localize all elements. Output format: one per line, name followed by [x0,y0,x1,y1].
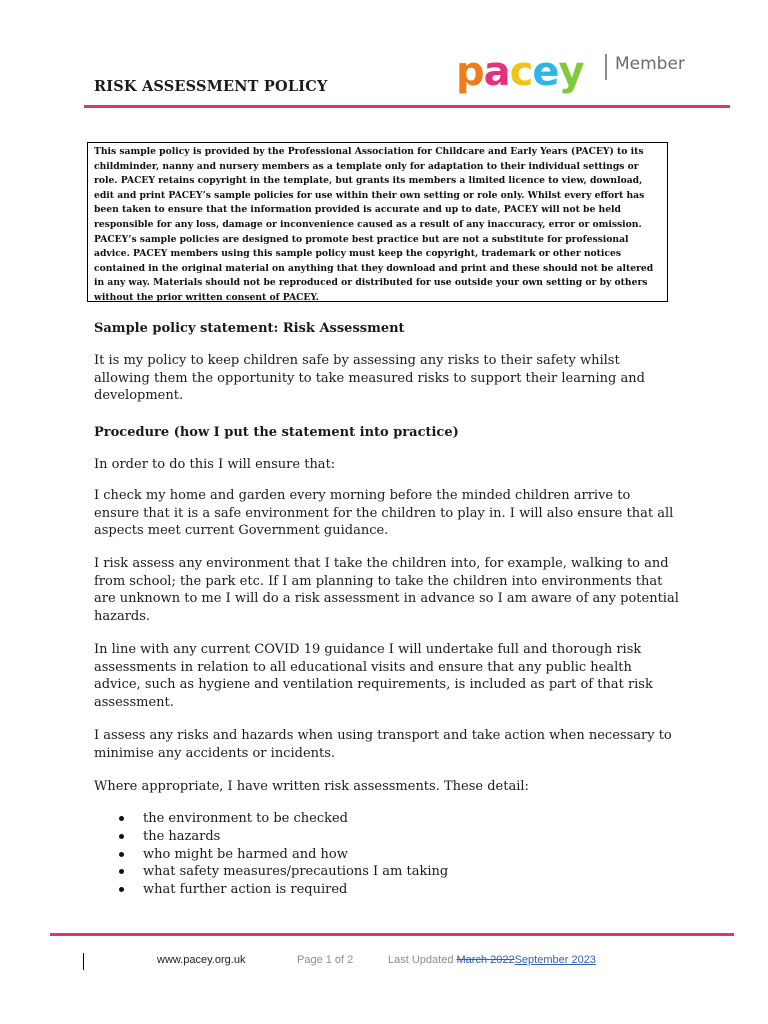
header-rule [84,105,730,108]
list-item: the environment to be checked [94,810,448,828]
covid-paragraph: In line with any current COVID 19 guidance I will undertake full and thorough risk assessments in relation to all educational visits and ensure that any public health advice, such as hygiene and ventilation requirements, is included as part of that risk assessment. [94,642,653,710]
transport-paragraph: I assess any risks and hazards when using transport and take action when necessary to minimise any accidents or incidents. [94,728,672,761]
logo-letter: e [532,49,559,95]
pacey-wordmark [456,44,584,95]
page-title: RISK ASSESSMENT POLICY [94,78,328,95]
pacey-member-logo [456,44,696,94]
logo-letter: c [509,49,533,95]
logo-divider [605,54,607,80]
statement-paragraph: It is my policy to keep children safe by assessing any risks to their safety whilst allowing them the opportunity to take measured risks to support their learning and development. [94,353,645,403]
disclaimer-box: This sample policy is provided by the Professional Association for Childcare and Early Years (PACEY) to its childminder, nanny and nursery members as a template only for adaptation to their individual settings or role. PACEY retains copyright in the template, but grants its members a limited licence to view, download, edit and print PACEY’s sample policies for use within their own setting or role only. Whilst every effort has been taken to ensure that the information provided is accurate and up to date, PACEY will not be held responsible for any loss, damage or inconvenience caused as a result of any inaccuracy, error or omission. PACEY’s sample policies are designed to promote best practice but are not a substitute for professional advice. PACEY members using this sample policy must keep the copyright, trademark or other notices contained in the original material on anything that they download and print and these should not be altered in any way. Materials should not be reproduced or distributed for use outside your own setting or by others without the prior written consent of PACEY. [87,142,668,302]
written-assessments-paragraph: Where appropriate, I have written risk assessments. These detail: [94,779,529,794]
environment-paragraph: I risk assess any environment that I take the children into, for example, walking to and from school; the park etc. If I am planning to take the children into environments that are unknown to me I will do a risk assessment in advance so I am aware of any potential hazards. [94,556,679,624]
list-item: who might be harmed and how [94,846,448,864]
assessment-details-list [94,810,448,899]
last-updated [388,954,596,966]
list-item: what further action is required [94,881,448,899]
footer-rule [50,933,734,936]
home-check-paragraph: I check my home and garden every morning before the minded children arrive to ensure that it is a safe environment for the children to play in. I will also ensure that all aspects meet current Government guidance. [94,488,674,538]
list-item: what safety measures/precautions I am taking [94,863,448,881]
list-item: the hazards [94,828,448,846]
logo-letter: p [456,49,484,95]
logo-letter: y [558,49,584,95]
intro-paragraph: In order to do this I will ensure that: [94,457,336,472]
page-number: Page 1 of 2 [297,954,354,966]
member-label: Member [615,54,685,74]
logo-letter: a [483,49,510,95]
last-updated-label: Last Updated [388,954,457,966]
inserted-date: September 2023 [514,954,596,966]
statement-heading: Sample policy statement: Risk Assessment [94,321,405,336]
deleted-date: March 2022 [456,954,515,966]
procedure-heading: Procedure (how I put the statement into practice) [94,425,459,440]
text-cursor [83,953,84,970]
footer [0,953,768,973]
footer-url[interactable]: www.pacey.org.uk [157,954,246,966]
